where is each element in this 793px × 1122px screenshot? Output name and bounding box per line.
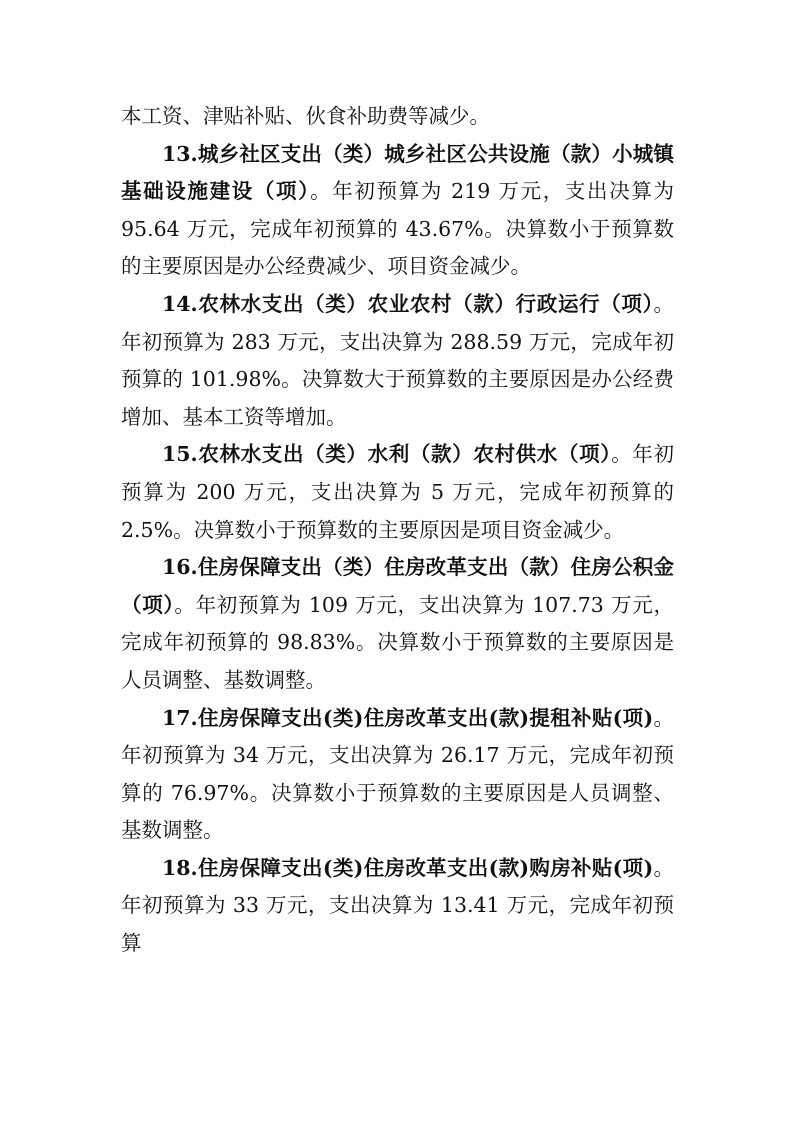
item-heading: 15.农林水支出（类）水利（款）农村供水（项） bbox=[162, 442, 612, 467]
paragraph-body: 。年初预算为 200 万元，支出决算为 5 万元，完成年初预算的 2.5%。决算数小于预算数的主要原因是项目资金减少。 bbox=[121, 442, 674, 542]
paragraph-body: 。年初预算为 219 万元，支出决算为 95.64 万元，完成年初预算的 43.67%。决算数小于预算数的主要原因是办公经费减少、项目资金减少。 bbox=[121, 179, 674, 279]
paragraph-item-16 bbox=[121, 549, 674, 699]
item-heading: 13.城乡社区支出（类）城乡社区公共设施（款）小城镇基础设施建设（项） bbox=[121, 141, 674, 204]
paragraph-continuation bbox=[121, 98, 674, 136]
item-heading: 14.农林水支出（类）农业农村（款）行政运行（项） bbox=[162, 291, 654, 316]
paragraph-item-15 bbox=[121, 436, 674, 549]
document-body bbox=[121, 98, 674, 963]
paragraph-body: 。年初预算为 34 万元，支出决算为 26.17 万元，完成年初预算的 76.97%。决算数小于预算数的主要原因是人员调整、基数调整。 bbox=[121, 705, 674, 843]
paragraph-item-18 bbox=[121, 850, 674, 963]
paragraph-item-14 bbox=[121, 286, 674, 436]
item-heading: 18.住房保障支出(类)住房改革支出(款)购房补贴(项) bbox=[162, 855, 654, 880]
item-heading: 17.住房保障支出(类)住房改革支出(款)提租补贴(项) bbox=[162, 705, 654, 730]
item-heading: 16.住房保障支出（类）住房改革支出（款）住房公积金（项） bbox=[121, 555, 674, 617]
paragraph-body: 。年初预算为 283 万元，支出决算为 288.59 万元，完成年初预算的 101.98%。决算数大于预算数的主要原因是办公经费增加、基本工资等增加。 bbox=[121, 291, 674, 429]
paragraph-body: 。年初预算为 33 万元，支出决算为 13.41 万元，完成年初预算 bbox=[121, 855, 674, 956]
paragraph-body: 本工资、津贴补贴、伙食补助费等减少。 bbox=[121, 104, 490, 128]
paragraph-item-17 bbox=[121, 700, 674, 850]
paragraph-item-13 bbox=[121, 136, 674, 286]
paragraph-body: 。年初预算为 109 万元，支出决算为 107.73 万元，完成年初预算的 98.83%。决算数小于预算数的主要原因是人员调整、基数调整。 bbox=[121, 592, 674, 692]
